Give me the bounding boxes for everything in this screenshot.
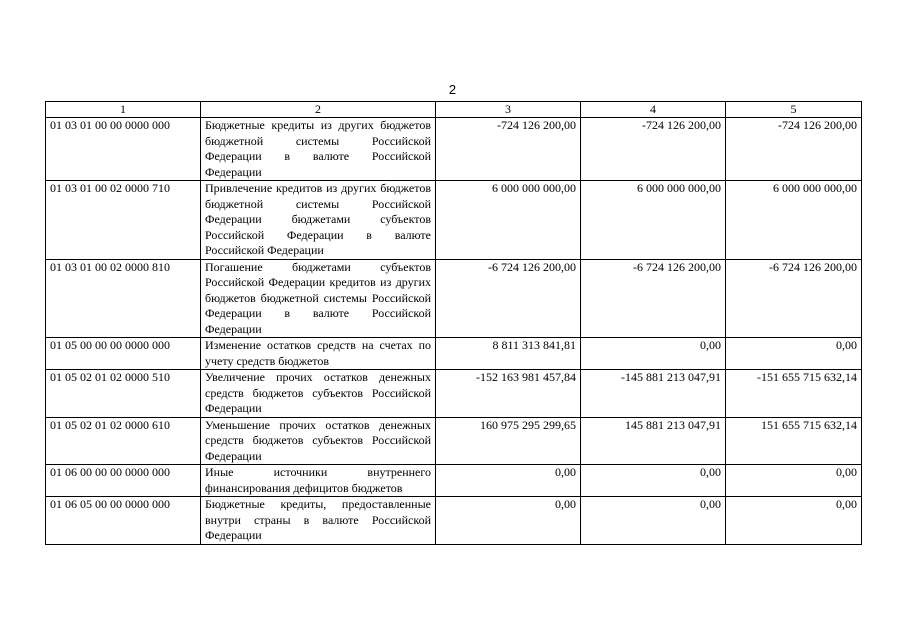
row-name: Увеличение прочих остатков денежных средств бюджетов субъектов Российской Федерации [201,370,436,418]
row-value-col5: -6 724 126 200,00 [726,259,862,338]
row-code: 01 05 02 01 02 0000 610 [46,417,201,465]
row-value-col4: -724 126 200,00 [581,118,726,181]
row-name: Изменение остатков средств на счетах по учету средств бюджетов [201,338,436,370]
row-code: 01 06 05 00 00 0000 000 [46,497,201,545]
header-col-5: 5 [726,102,862,118]
row-value-col4: 6 000 000 000,00 [581,181,726,260]
row-value-col4: 145 881 213 047,91 [581,417,726,465]
table-row [46,259,862,338]
table-header-row [46,102,862,118]
row-value-col5: -151 655 715 632,14 [726,370,862,418]
row-value-col5: -724 126 200,00 [726,118,862,181]
table-row [46,370,862,418]
table-row [46,181,862,260]
row-value-col4: 0,00 [581,465,726,497]
table-row [46,465,862,497]
row-code: 01 03 01 00 02 0000 810 [46,259,201,338]
row-value-col3: 160 975 295 299,65 [436,417,581,465]
row-name: Погашение бюджетами субъектов Российской Федерации кредитов из других бюджетов бюджетной системы Российской Федерации в валюте Российской Федерации [201,259,436,338]
row-value-col5: 0,00 [726,338,862,370]
row-code: 01 06 00 00 00 0000 000 [46,465,201,497]
row-value-col3: -724 126 200,00 [436,118,581,181]
table-row [46,497,862,545]
row-value-col4: -6 724 126 200,00 [581,259,726,338]
table-row [46,417,862,465]
row-value-col4: 0,00 [581,338,726,370]
header-col-4: 4 [581,102,726,118]
row-value-col3: 8 811 313 841,81 [436,338,581,370]
row-code: 01 05 00 00 00 0000 000 [46,338,201,370]
row-value-col5: 0,00 [726,497,862,545]
page-number: 2 [448,82,457,97]
row-name: Иные источники внутреннего финансирования дефицитов бюджетов [201,465,436,497]
header-col-1: 1 [46,102,201,118]
table-row [46,118,862,181]
row-value-col3: -152 163 981 457,84 [436,370,581,418]
header-col-2: 2 [201,102,436,118]
header-col-3: 3 [436,102,581,118]
row-name: Уменьшение прочих остатков денежных средств бюджетов субъектов Российской Федерации [201,417,436,465]
row-name: Бюджетные кредиты, предоставленные внутри страны в валюте Российской Федерации [201,497,436,545]
row-code: 01 03 01 00 00 0000 000 [46,118,201,181]
row-code: 01 05 02 01 02 0000 510 [46,370,201,418]
row-value-col4: 0,00 [581,497,726,545]
row-value-col5: 6 000 000 000,00 [726,181,862,260]
budget-sources-table [45,101,862,545]
row-value-col4: -145 881 213 047,91 [581,370,726,418]
row-name: Привлечение кредитов из других бюджетов бюджетной системы Российской Федерации бюджетами субъектов Российской Федерации в валюте Российской Федерации [201,181,436,260]
row-code: 01 03 01 00 02 0000 710 [46,181,201,260]
row-value-col3: -6 724 126 200,00 [436,259,581,338]
table-row [46,338,862,370]
row-value-col3: 6 000 000 000,00 [436,181,581,260]
row-name: Бюджетные кредиты из других бюджетов бюджетной системы Российской Федерации в валюте Российской Федерации [201,118,436,181]
row-value-col5: 151 655 715 632,14 [726,417,862,465]
row-value-col3: 0,00 [436,497,581,545]
row-value-col3: 0,00 [436,465,581,497]
row-value-col5: 0,00 [726,465,862,497]
